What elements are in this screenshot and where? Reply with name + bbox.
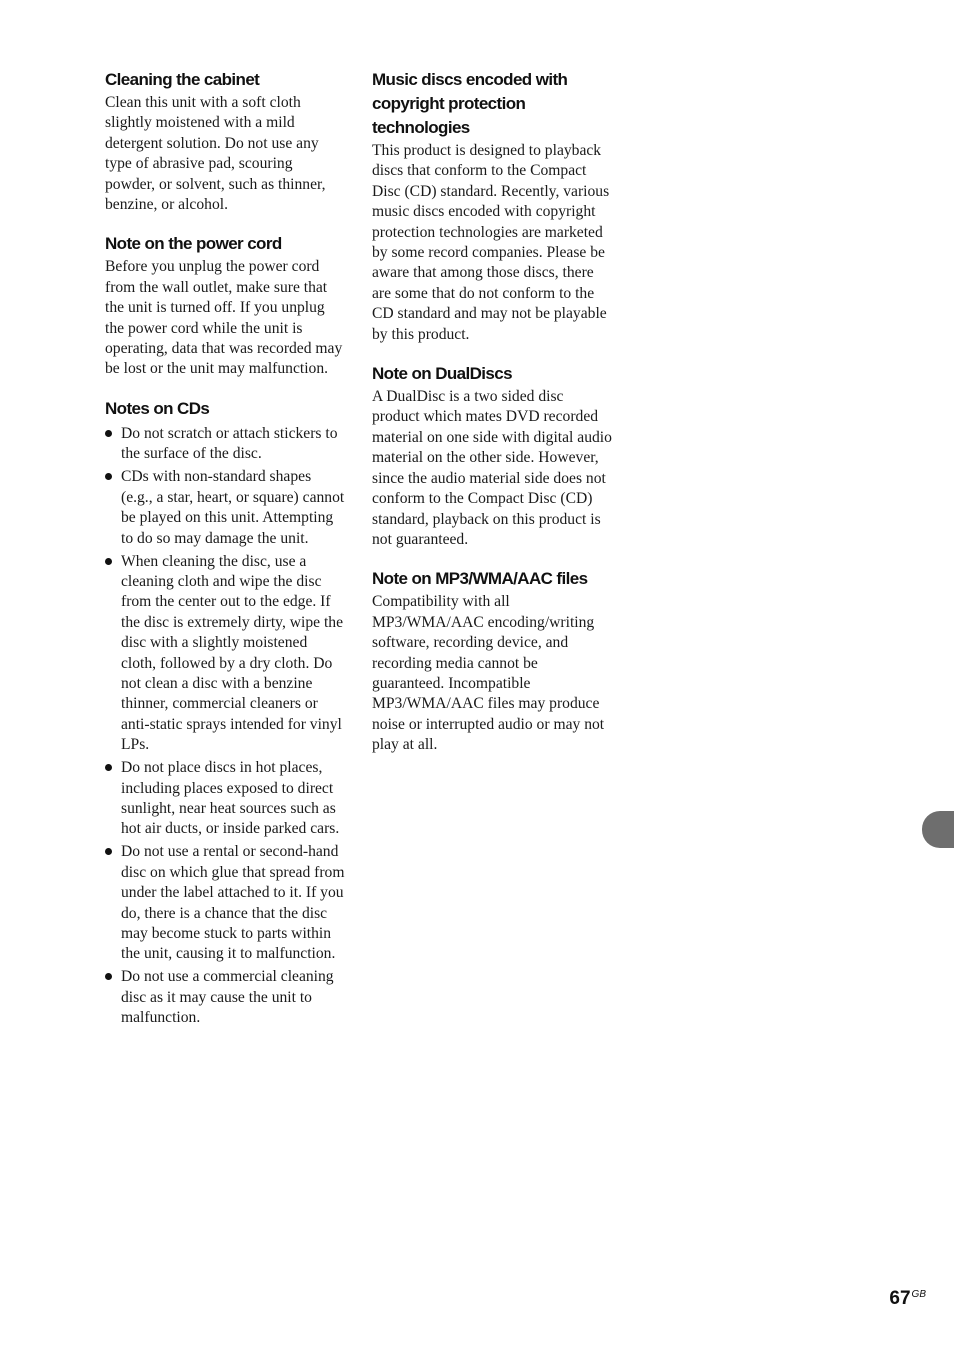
list-item-text: Do not place discs in hot places, including places exposed to direct sunlight, near heat sources such as hot air ducts, or inside parked cars.: [121, 759, 340, 838]
bullet-icon: [105, 430, 112, 437]
section-heading: Note on the power cord: [105, 234, 282, 254]
bullet-icon: [105, 973, 112, 980]
list-item: [105, 552, 345, 756]
chapter-tab-marker: [922, 811, 954, 848]
section-notes-on-cds: [105, 397, 345, 1029]
bullet-icon: [105, 764, 112, 771]
list-item: [105, 758, 345, 840]
section-power-cord: [105, 232, 345, 379]
bullet-icon: [105, 473, 112, 480]
page-number: [889, 1288, 926, 1310]
section-body: This product is designed to playback discs that conform to the Compact Disc (CD) standard. Recently, various music discs encoded with copyright protection technologies are marketed by some record companies. Please be aware that among those discs, there are some that do not conform to the CD standard and may not be playable by this product.: [372, 142, 610, 343]
list-item-text: Do not scratch or attach stickers to the surface of the disc.: [121, 424, 338, 463]
list-item: [105, 967, 345, 1028]
page-region-suffix: GB: [911, 1289, 926, 1300]
left-column: [105, 68, 345, 1046]
list-item: [105, 424, 345, 465]
section-cleaning-cabinet: [105, 68, 345, 215]
list-item-text: Do not use a rental or second-hand disc on which glue that spread from under the label attached to it. If you do, there is a chance that the disc may become stuck to parts within the unit, causing it to malfunction.: [121, 843, 345, 963]
list-item: [105, 842, 345, 964]
list-item-text: CDs with non-standard shapes (e.g., a star, heart, or square) cannot be played on this unit. Attempting to do so may damage the unit.: [121, 468, 345, 547]
section-heading: Cleaning the cabinet: [105, 70, 260, 89]
bullet-icon: [105, 848, 112, 855]
section-heading: Music discs encoded with copyright protection technologies: [372, 70, 568, 137]
section-heading: Notes on CDs: [105, 398, 210, 418]
page-number-value: 67: [889, 1288, 911, 1309]
section-body: Clean this unit with a soft cloth slightly moistened with a mild detergent solution. Do not use any type of abrasive pad, scouring powder, or solvent, such as thinner, benzine, or alcohol.: [105, 94, 326, 214]
right-column: [372, 68, 612, 773]
section-mp3-wma-aac: [372, 567, 612, 755]
section-heading: Note on MP3/WMA/AAC files: [372, 569, 588, 589]
bullet-icon: [105, 558, 112, 565]
list-item-text: Do not use a commercial cleaning disc as it may cause the unit to malfunction.: [121, 968, 334, 1027]
section-heading: Note on DualDiscs: [372, 364, 512, 384]
section-body: Compatibility with all MP3/WMA/AAC encoding/writing software, recording device, and recording media cannot be guaranteed. Incompatible MP3/WMA/AAC files may produce noise or interrupted audio or may not play at all.: [372, 593, 605, 754]
section-dualdiscs: [372, 362, 612, 550]
section-copyright-protection: [372, 68, 612, 345]
cd-notes-list: [105, 424, 345, 1029]
section-body: A DualDisc is a two sided disc product which mates DVD recorded material on one side with digital audio material on the other side. However, since the audio material side does not conform to the Compact Disc (CD) standard, playback on this product is not guaranteed.: [372, 388, 612, 548]
section-body: Before you unplug the power cord from the wall outlet, make sure that the unit is turned off. If you unplug the power cord while the unit is operating, data that was recorded may be lost or the unit may malfunction.: [105, 258, 343, 378]
list-item: [105, 467, 345, 549]
list-item-text: When cleaning the disc, use a cleaning cloth and wipe the disc from the center out to the edge. If the disc is extremely dirty, wipe the disc with a slightly moistened cloth, followed by a dry cloth. Do not clean a disc with a benzine thinner, commercial cleaners or anti-static sprays intended for vinyl LPs.: [121, 552, 344, 754]
